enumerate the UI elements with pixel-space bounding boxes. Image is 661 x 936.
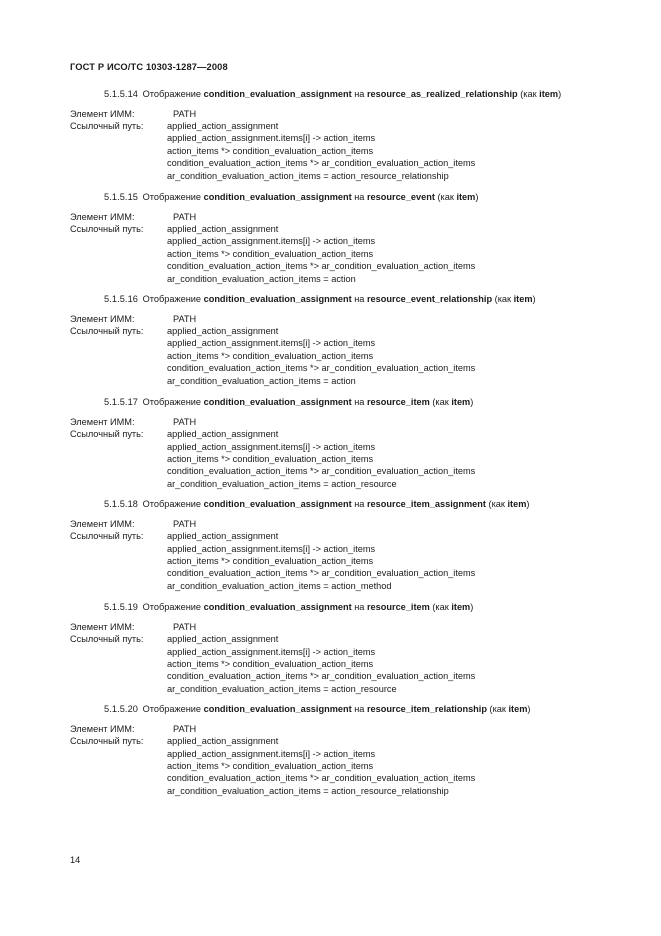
reference-path-line bbox=[70, 785, 615, 797]
section-spacer bbox=[70, 387, 615, 396]
mapping-section bbox=[70, 293, 615, 396]
page-content bbox=[70, 88, 615, 806]
qualifier-item: item bbox=[508, 704, 528, 715]
section-heading bbox=[70, 703, 615, 716]
imm-element-value: PATH bbox=[173, 416, 197, 427]
reference-path-line bbox=[70, 543, 615, 555]
target-entity: resource_event bbox=[366, 192, 435, 203]
section-number: 5.1.5.16 bbox=[104, 294, 139, 305]
reference-path-value: condition_evaluation_action_items *> ar_condition_evaluation_action_items bbox=[167, 158, 476, 169]
reference-path-value: ar_condition_evaluation_action_items = action_resource_relationship bbox=[167, 170, 449, 181]
mapping-word: Отображение bbox=[142, 397, 202, 408]
source-entity: condition_evaluation_assignment bbox=[203, 499, 352, 510]
reference-path-line bbox=[70, 530, 615, 542]
section-number: 5.1.5.14 bbox=[104, 89, 139, 99]
reference-path-line bbox=[70, 646, 615, 658]
reference-path-value: applied_action_assignment.items[i] -> action_items bbox=[167, 441, 376, 452]
section-number: 5.1.5.18 bbox=[104, 499, 139, 510]
imm-element-row bbox=[70, 621, 615, 633]
qualifier-close: ) bbox=[475, 192, 479, 203]
reference-path-value: condition_evaluation_action_items *> ar_condition_evaluation_action_items bbox=[167, 568, 476, 579]
reference-path-line bbox=[70, 273, 615, 285]
reference-path-line bbox=[70, 170, 615, 182]
mapping-section bbox=[70, 191, 615, 293]
reference-path-value: ar_condition_evaluation_action_items = action bbox=[167, 375, 356, 386]
reference-path-value: action_items *> condition_evaluation_action_items bbox=[167, 761, 374, 771]
reference-path-line bbox=[70, 748, 615, 760]
imm-element-label: Элемент ИММ: bbox=[70, 723, 135, 734]
section-spacer bbox=[70, 592, 615, 601]
section-heading bbox=[70, 396, 615, 409]
reference-path-value: applied_action_assignment bbox=[167, 531, 279, 542]
reference-path-value: action_items *> condition_evaluation_action_items bbox=[167, 453, 374, 464]
reference-path-value: applied_action_assignment.items[i] -> action_items bbox=[167, 646, 376, 657]
reference-path-value: ar_condition_evaluation_action_items = action_resource bbox=[167, 478, 397, 489]
section-spacer bbox=[70, 285, 615, 293]
mapping-section bbox=[70, 88, 615, 191]
reference-path-value: applied_action_assignment bbox=[167, 429, 279, 440]
reference-path-line bbox=[70, 670, 615, 682]
reference-path-line bbox=[70, 478, 615, 490]
qualifier-item: item bbox=[507, 499, 527, 510]
reference-path-line bbox=[70, 441, 615, 453]
reference-path-label: Ссылочный путь: bbox=[70, 531, 144, 542]
reference-path-line bbox=[70, 567, 615, 579]
reference-path-value: applied_action_assignment bbox=[167, 736, 279, 747]
source-entity: condition_evaluation_assignment bbox=[203, 602, 352, 613]
reference-path-value: applied_action_assignment.items[i] -> action_items bbox=[167, 338, 376, 349]
imm-mapping-block bbox=[70, 313, 615, 387]
reference-path-line bbox=[70, 337, 615, 349]
qualifier-open: (как bbox=[494, 294, 514, 305]
reference-path-label: Ссылочный путь: bbox=[70, 326, 144, 337]
source-entity: condition_evaluation_assignment bbox=[203, 397, 352, 408]
qualifier-close: ) bbox=[558, 89, 562, 99]
section-heading bbox=[70, 88, 615, 101]
reference-path-line bbox=[70, 428, 615, 440]
reference-path-line bbox=[70, 235, 615, 247]
imm-element-value: PATH bbox=[173, 211, 197, 222]
reference-path-value: condition_evaluation_action_items *> ar_condition_evaluation_action_items bbox=[167, 363, 476, 374]
reference-path-line bbox=[70, 145, 615, 157]
reference-path-value: action_items *> condition_evaluation_action_items bbox=[167, 350, 374, 361]
reference-path-value: action_items *> condition_evaluation_action_items bbox=[167, 248, 374, 259]
reference-path-line bbox=[70, 248, 615, 260]
mapping-word: Отображение bbox=[142, 89, 202, 99]
qualifier-open: (как bbox=[432, 397, 452, 408]
imm-mapping-block bbox=[70, 621, 615, 695]
imm-mapping-block bbox=[70, 518, 615, 592]
section-spacer bbox=[70, 695, 615, 703]
qualifier-open: (как bbox=[489, 704, 509, 715]
imm-element-value: PATH bbox=[173, 313, 197, 324]
imm-mapping-block bbox=[70, 723, 615, 797]
page-number: 14 bbox=[70, 855, 81, 865]
onto-word: на bbox=[354, 602, 365, 613]
target-entity: resource_item_assignment bbox=[366, 499, 486, 510]
qualifier-close: ) bbox=[532, 294, 536, 305]
imm-mapping-block bbox=[70, 211, 615, 285]
qualifier-open: (как bbox=[437, 192, 457, 203]
section-number: 5.1.5.15 bbox=[104, 192, 139, 203]
source-entity: condition_evaluation_assignment bbox=[203, 704, 352, 715]
imm-element-value: PATH bbox=[173, 723, 197, 734]
reference-path-line bbox=[70, 465, 615, 477]
mapping-section bbox=[70, 601, 615, 703]
imm-element-row bbox=[70, 108, 615, 120]
onto-word: на bbox=[354, 192, 365, 203]
reference-path-label: Ссылочный путь: bbox=[70, 224, 144, 235]
reference-path-label: Ссылочный путь: bbox=[70, 634, 144, 645]
reference-path-value: action_items *> condition_evaluation_action_items bbox=[167, 555, 374, 566]
onto-word: на bbox=[354, 89, 365, 99]
reference-path-value: applied_action_assignment.items[i] -> action_items bbox=[167, 543, 376, 554]
imm-element-label: Элемент ИММ: bbox=[70, 621, 135, 632]
reference-path-label: Ссылочный путь: bbox=[70, 121, 144, 131]
onto-word: на bbox=[354, 397, 365, 408]
reference-path-line bbox=[70, 633, 615, 645]
qualifier-open: (как bbox=[488, 499, 508, 510]
imm-element-label: Элемент ИММ: bbox=[70, 416, 135, 427]
imm-element-value: PATH bbox=[173, 518, 197, 529]
reference-path-value: applied_action_assignment.items[i] -> action_items bbox=[167, 748, 376, 759]
reference-path-value: applied_action_assignment.items[i] -> action_items bbox=[167, 236, 376, 247]
imm-element-label: Элемент ИММ: bbox=[70, 313, 135, 324]
qualifier-close: ) bbox=[470, 602, 474, 613]
imm-mapping-block bbox=[70, 108, 615, 182]
section-heading bbox=[70, 191, 615, 204]
reference-path-value: applied_action_assignment bbox=[167, 121, 279, 131]
mapping-word: Отображение bbox=[142, 294, 202, 305]
onto-word: на bbox=[354, 294, 365, 305]
section-heading bbox=[70, 293, 615, 306]
imm-element-row bbox=[70, 723, 615, 735]
onto-word: на bbox=[354, 704, 365, 715]
imm-mapping-block bbox=[70, 416, 615, 490]
reference-path-value: applied_action_assignment bbox=[167, 634, 279, 645]
section-spacer bbox=[70, 490, 615, 498]
target-entity: resource_item bbox=[366, 397, 430, 408]
reference-path-value: ar_condition_evaluation_action_items = action bbox=[167, 273, 356, 284]
reference-path-line bbox=[70, 120, 615, 132]
reference-path-value: applied_action_assignment.items[i] -> action_items bbox=[167, 133, 376, 144]
imm-element-row bbox=[70, 313, 615, 325]
mapping-section bbox=[70, 396, 615, 498]
qualifier-close: ) bbox=[526, 499, 530, 510]
reference-path-line bbox=[70, 735, 615, 747]
reference-path-value: applied_action_assignment bbox=[167, 326, 279, 337]
qualifier-item: item bbox=[451, 397, 471, 408]
reference-path-value: applied_action_assignment bbox=[167, 224, 279, 235]
imm-element-label: Элемент ИММ: bbox=[70, 518, 135, 529]
page-header-standard-number: ГОСТ Р ИСО/ТС 10303-1287—2008 bbox=[70, 62, 228, 72]
reference-path-value: ar_condition_evaluation_action_items = action_resource bbox=[167, 683, 397, 694]
imm-element-row bbox=[70, 416, 615, 428]
imm-element-value: PATH bbox=[173, 621, 197, 632]
target-entity: resource_event_relationship bbox=[366, 294, 493, 305]
qualifier-item: item bbox=[513, 294, 533, 305]
source-entity: condition_evaluation_assignment bbox=[203, 294, 352, 305]
reference-path-value: ar_condition_evaluation_action_items = action_resource_relationship bbox=[167, 785, 449, 796]
reference-path-value: condition_evaluation_action_items *> ar_condition_evaluation_action_items bbox=[167, 261, 476, 272]
section-number: 5.1.5.19 bbox=[104, 602, 139, 613]
section-heading bbox=[70, 498, 615, 511]
section-number: 5.1.5.20 bbox=[104, 704, 139, 715]
mapping-word: Отображение bbox=[142, 602, 202, 613]
qualifier-open: (как bbox=[432, 602, 452, 613]
target-entity: resource_item bbox=[366, 602, 430, 613]
qualifier-item: item bbox=[539, 89, 559, 99]
imm-element-value: PATH bbox=[173, 108, 197, 119]
mapping-section bbox=[70, 498, 615, 601]
reference-path-line bbox=[70, 350, 615, 362]
section-spacer bbox=[70, 797, 615, 806]
onto-word: на bbox=[354, 499, 365, 510]
reference-path-label: Ссылочный путь: bbox=[70, 429, 144, 440]
target-entity: resource_item_relationship bbox=[366, 704, 487, 715]
section-spacer bbox=[70, 182, 615, 191]
mapping-section bbox=[70, 703, 615, 806]
qualifier-item: item bbox=[456, 192, 476, 203]
qualifier-close: ) bbox=[470, 397, 474, 408]
reference-path-line bbox=[70, 772, 615, 784]
source-entity: condition_evaluation_assignment bbox=[203, 192, 352, 203]
reference-path-line bbox=[70, 375, 615, 387]
qualifier-item: item bbox=[451, 602, 471, 613]
reference-path-line bbox=[70, 325, 615, 337]
reference-path-line bbox=[70, 132, 615, 144]
reference-path-line bbox=[70, 683, 615, 695]
reference-path-value: condition_evaluation_action_items *> ar_condition_evaluation_action_items bbox=[167, 671, 476, 682]
reference-path-value: action_items *> condition_evaluation_action_items bbox=[167, 658, 374, 669]
reference-path-line bbox=[70, 760, 615, 772]
imm-element-row bbox=[70, 518, 615, 530]
reference-path-line bbox=[70, 260, 615, 272]
reference-path-line bbox=[70, 453, 615, 465]
reference-path-value: ar_condition_evaluation_action_items = action_method bbox=[167, 580, 392, 591]
reference-path-value: condition_evaluation_action_items *> ar_condition_evaluation_action_items bbox=[167, 773, 476, 784]
qualifier-close: ) bbox=[527, 704, 531, 715]
imm-element-label: Элемент ИММ: bbox=[70, 211, 135, 222]
imm-element-row bbox=[70, 211, 615, 223]
reference-path-value: condition_evaluation_action_items *> ar_condition_evaluation_action_items bbox=[167, 466, 476, 477]
reference-path-line bbox=[70, 157, 615, 169]
reference-path-line bbox=[70, 555, 615, 567]
imm-element-label: Элемент ИММ: bbox=[70, 108, 135, 119]
target-entity: resource_as_realized_relationship bbox=[366, 89, 518, 99]
mapping-word: Отображение bbox=[142, 704, 202, 715]
qualifier-open: (как bbox=[520, 89, 540, 99]
reference-path-line bbox=[70, 223, 615, 235]
source-entity: condition_evaluation_assignment bbox=[203, 89, 352, 99]
reference-path-line bbox=[70, 658, 615, 670]
reference-path-value: action_items *> condition_evaluation_action_items bbox=[167, 145, 374, 156]
reference-path-line bbox=[70, 362, 615, 374]
section-heading bbox=[70, 601, 615, 614]
section-number: 5.1.5.17 bbox=[104, 397, 139, 408]
mapping-word: Отображение bbox=[142, 499, 202, 510]
reference-path-line bbox=[70, 580, 615, 592]
mapping-word: Отображение bbox=[142, 192, 202, 203]
reference-path-label: Ссылочный путь: bbox=[70, 736, 144, 747]
